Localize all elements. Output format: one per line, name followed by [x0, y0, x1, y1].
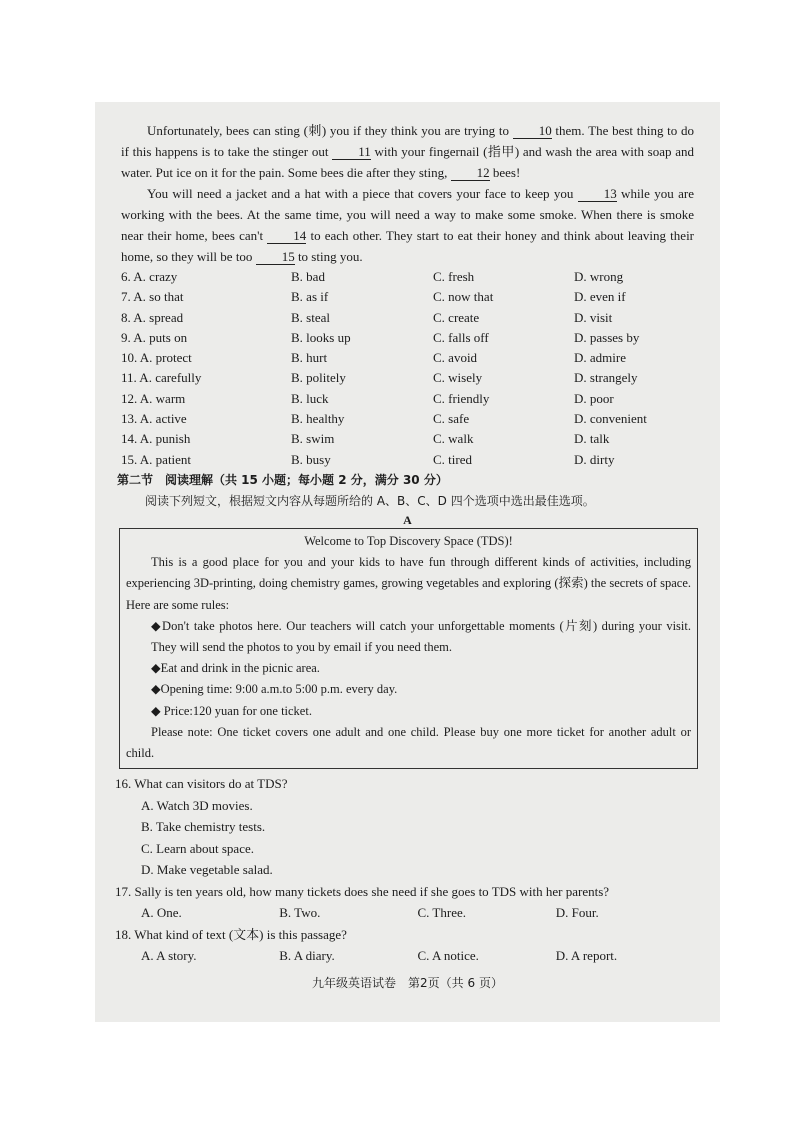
option: D. dirty	[574, 451, 615, 467]
notice-rule-3: ◆Opening time: 9:00 a.m.to 5:00 p.m. every day.	[151, 682, 398, 697]
section-instruction: 阅读下列短文，根据短文内容从每题所给的 A、B、C、D 四个选项中选出最佳选项。	[145, 493, 595, 508]
option: C. tired	[433, 451, 472, 467]
option: D. strangely	[574, 370, 638, 386]
option: C. Three.	[417, 905, 466, 921]
notice-title: Welcome to Top Discovery Space (TDS)!	[304, 533, 513, 548]
question-options	[121, 902, 694, 924]
option-row	[121, 450, 694, 470]
option: A. A story.	[141, 948, 197, 964]
option: B. steal	[291, 309, 330, 325]
option: D. Four.	[555, 905, 599, 921]
option: C. avoid	[433, 350, 478, 366]
option: 13. A. active	[121, 411, 187, 427]
notice-intro: This is a good place for you and your kids to have fun through different kinds of activities, including experiencing 3D-printing, doing chemistry games, growing vegetables and exploring (探索) the secrets of space. Here are some rules:	[126, 555, 691, 612]
option: C. safe	[433, 411, 470, 427]
cloze-paragraph-2: You will need a jacket and a hat with a piece that covers your face to keep you 13 while you are working with the bees. At the same time, you will need a way to make some smoke. When there is smoke near their home, bees can't 14 to each other. They start to eat their honey and think about leaving their home, so they will be too 15 to sting you.	[121, 186, 695, 264]
option: B. healthy	[291, 411, 345, 427]
question-stem: 16. What can visitors do at TDS?	[115, 776, 288, 792]
option: B. swim	[291, 431, 335, 447]
cloze-blank: 12	[451, 165, 490, 181]
question-options	[121, 945, 694, 967]
option: 14. A. punish	[121, 431, 191, 447]
option: D. talk	[574, 431, 610, 447]
option: 6. A. crazy	[121, 269, 178, 284]
questions	[115, 773, 694, 967]
option-row	[121, 409, 694, 429]
option: B. Take chemistry tests.	[141, 819, 266, 835]
option: C. wisely	[433, 370, 483, 386]
question-stem: 18. What kind of text (文本) is this passage?	[115, 926, 347, 942]
cloze-blank: 10	[513, 123, 552, 139]
option: 7. A. so that	[121, 289, 184, 305]
option: C. fresh	[433, 269, 475, 284]
option: 9. A. puts on	[121, 329, 188, 345]
cloze-blank: 13	[578, 186, 617, 202]
cloze-blank: 14	[267, 228, 306, 244]
option: C. now that	[433, 289, 494, 305]
option: B. luck	[291, 390, 329, 406]
option: B. A diary.	[279, 948, 335, 964]
option-row	[121, 429, 694, 449]
cloze-options	[121, 267, 694, 470]
notice-rule-1: ◆Don't take photos here. Our teachers will catch your unforgettable moments (片刻) during your visit. They will send the photos to you by email if you need them.	[151, 618, 691, 654]
section-heading: 第二节 阅读理解（共 15 小题；每小题 2 分，满分 30 分）	[117, 472, 448, 487]
option: 11. A. carefully	[121, 370, 202, 386]
question-options	[121, 795, 694, 881]
option: D. wrong	[574, 269, 624, 284]
option: B. bad	[291, 269, 325, 284]
option: 12. A. warm	[121, 390, 186, 406]
option: 8. A. spread	[121, 309, 184, 325]
notice-note: Please note: One ticket covers one adult and one child. Please buy one more ticket for another adult or child.	[126, 724, 691, 760]
passage-label: A	[403, 512, 412, 527]
option: C. create	[433, 309, 480, 325]
option-row	[121, 348, 694, 368]
notice-rule-4: ◆ Price:120 yuan for one ticket.	[151, 703, 312, 718]
option: 10. A. protect	[121, 350, 192, 366]
notice-box	[119, 528, 698, 769]
option: D. A report.	[555, 948, 618, 964]
option: C. walk	[433, 431, 474, 447]
option-row	[121, 368, 694, 388]
option-row	[121, 328, 694, 348]
option: B. as if	[291, 289, 329, 305]
option: B. hurt	[291, 350, 328, 366]
option: D. even if	[574, 289, 626, 305]
cloze-blank: 11	[332, 144, 371, 160]
option: A. One.	[141, 905, 182, 921]
option: D. Make vegetable salad.	[141, 862, 273, 878]
question-stem: 17. Sally is ten years old, how many tickets does she need if she goes to TDS with her parents?	[115, 883, 610, 899]
option: B. Two.	[279, 905, 321, 921]
option: B. looks up	[291, 329, 351, 345]
option: B. busy	[291, 451, 331, 467]
notice-rule-2: ◆Eat and drink in the picnic area.	[151, 661, 320, 676]
option: D. admire	[574, 350, 626, 366]
option: B. politely	[291, 370, 346, 386]
option-row	[121, 267, 694, 287]
option: C. Learn about space.	[141, 840, 254, 856]
option: 15. A. patient	[121, 451, 192, 467]
cloze-paragraph-1: Unfortunately, bees can sting (刺) you if they think you are trying to 10 them. The best thing to do if this happens is to take the stinger out 11 with your fingernail (指甲) and wash the area with soap and water. Put ice on it for the pain. Some bees die after they sting, 12 bees!	[121, 123, 694, 180]
option: C. A notice.	[417, 948, 479, 964]
option: D. convenient	[574, 411, 647, 427]
exam-page	[95, 102, 720, 1022]
option: D. passes by	[574, 329, 640, 345]
option: C. friendly	[433, 390, 490, 406]
option-row	[121, 389, 694, 409]
option: A. Watch 3D movies.	[141, 797, 253, 813]
option-row	[121, 308, 694, 328]
option: C. falls off	[433, 329, 489, 345]
option: D. visit	[574, 309, 613, 325]
option-row	[121, 287, 694, 307]
page-footer: 九年级英语试卷 第2页（共 6 页）	[312, 976, 503, 990]
option: D. poor	[574, 390, 614, 406]
cloze-blank: 15	[256, 249, 295, 265]
